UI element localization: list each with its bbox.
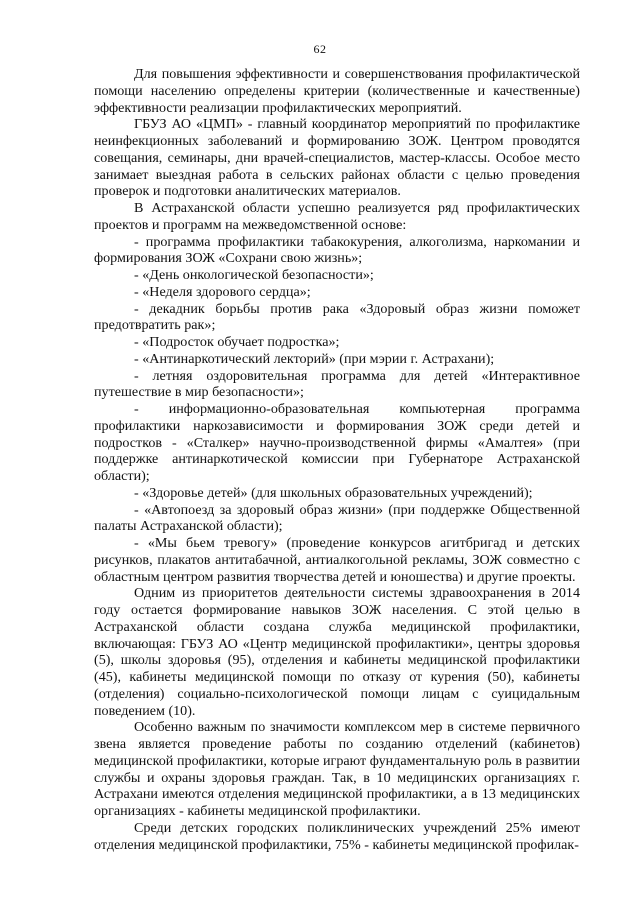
list-item: - «Антинаркотический лекторий» (при мэрии г. Астрахани); bbox=[134, 350, 495, 367]
paragraph-childrens-clinics: Среди детских городских поликлинических учреждений 25% имеют отделения медицинской профилактики, 75% - кабинеты медицинской профилак- bbox=[94, 819, 580, 853]
list-item: - «Здоровье детей» (для школьных образовательных учреждений); bbox=[134, 484, 533, 501]
paragraph-center-role: ГБУЗ АО «ЦМП» - главный координатор мероприятий по профилактике неинфекционных заболеваний и формированию ЗОЖ. Центром проводятся совещания, семинары, дни врачей-специалистов, мастер-классы. Особое место занимает выездная работа в сельских районах области с целью проведения проверок и подготовки аналитических материалов. bbox=[94, 116, 580, 200]
list-item: - летняя оздоровительная программа для детей «Интерактивное путешествие в мир безопасности»; bbox=[94, 367, 580, 401]
list-item: - программа профилактики табакокурения, алкоголизма, наркомании и формирования ЗОЖ «Сохрани свою жизнь»; bbox=[94, 233, 580, 267]
list-item: - декадник борьбы против рака «Здоровый образ жизни поможет предотвратить рак»; bbox=[94, 300, 580, 334]
paragraph-primary-care: Особенно важным по значимости комплексом мер в системе первичного звена является проведение работы по созданию отделений (кабинетов) медицинской профилактики, которые играют фундаментальную роль в развитии службы и охраны здоровья граждан. Так, в 10 медицинских организациях г. Астрахани имеются отделения медицинской профилактики, а в 13 медицинских организациях - кабинеты медицинской профилактики. bbox=[94, 719, 580, 819]
page-body bbox=[94, 66, 580, 853]
list-item: - «Автопоезд за здоровый образ жизни» (при поддержке Общественной палаты Астраханской области); bbox=[94, 501, 580, 535]
list-item: - «Мы бьем тревогу» (проведение конкурсов агитбригад и детских рисунков, плакатов антитабачной, антиалкогольной рекламы, ЗОЖ совместно с областным центром развития творчества детей и юношества) и другие проекты. bbox=[94, 535, 580, 585]
page-number: 62 bbox=[313, 42, 327, 56]
list-item: - «Неделя здорового сердца»; bbox=[134, 283, 311, 300]
paragraph-programs-intro: В Астраханской области успешно реализуется ряд профилактических проектов и программ на межведомственной основе: bbox=[94, 200, 580, 233]
paragraph-priorities-2014: Одним из приоритетов деятельности системы здравоохранения в 2014 году остается формирование навыков ЗОЖ населения. С этой целью в Астраханской области создана служба медицинской профилактики, включающая: ГБУЗ АО «Центр медицинской профилактики», центры здоровья (5), школы здоровья (95), отделения и кабинеты медицинской профилактики (45), кабинеты медицинской помощи по отказу от курения (50), кабинеты (отделения) социально-психологической помощи лицам с суицидальным поведением (10). bbox=[94, 585, 580, 719]
list-item: - «День онкологической безопасности»; bbox=[134, 267, 374, 283]
list-item: - информационно-образовательная компьютерная программа профилактики наркозависимости и формирования ЗОЖ среди детей и подростков - «Сталкер» научно-производственной фирмы «Амалтея» (при поддержке антинаркотической комиссии при Губернаторе Астраханской области); bbox=[94, 401, 580, 484]
paragraph-criteria: Для повышения эффективности и совершенствования профилактической помощи населению определены критерии (количественные и качественные) эффективности реализации профилактических мероприятий. bbox=[94, 66, 580, 116]
list-item: - «Подросток обучает подростка»; bbox=[134, 334, 340, 350]
